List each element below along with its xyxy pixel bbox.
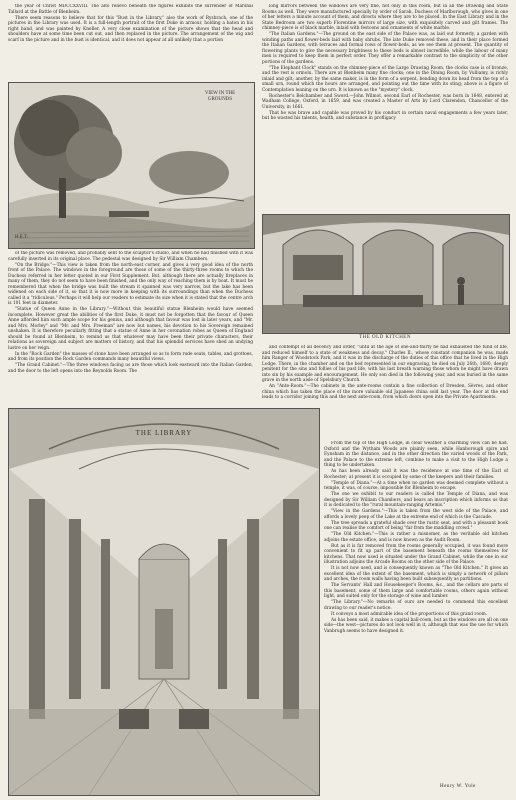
paragraph: As has been already said it was the residence at one time of the Earl of Rochester; at present it is occupied by some of the keepers and their families. <box>324 469 508 480</box>
paragraph: Rochester's Belchamber and Sword.—John Wilmot, second Earl of Rochester, was born in 1648, entered at Wadham College, Oxford, in 1659, and was created a Master of Arts by Lord Clarendon, Chancellor of the University, in 1661. <box>262 93 508 110</box>
paragraph: long mirrors between the windows are very fine, not only in this room, but in all the Drawing and State Rooms as well. They were manufactured specially by order of Sarah, Duchess of Marlborough, who gives in one of her letters a minute account of them, and directs where they are to be placed. In the East Library and in the State Bedroom are two superb Florentine mirrors of large size, with exquisitely carved and gilt frames. The chimney-piece is of black marble, inlaid with festoons and ornaments of white marble. <box>262 4 508 31</box>
paragraph: The tree spreads a grateful shade over the rustic seat, and with a pleasant book one can realise the comfort of being "far from the maddling crowd." <box>324 520 508 531</box>
garden-drawing <box>9 83 254 248</box>
article-text <box>262 345 508 401</box>
article-text <box>8 251 253 374</box>
paragraph: "On the Bridge."—This view is taken from the north-east corner, and gives a very good idea of the north front of the Palace. The windows in the foreground are those of some of the thirty-three rooms to which the Duchess referred in her letter quoted in our First Supplement. But, although there are actually fireplaces in many of them, they do not seem to have been finished, and the only way of reaching them is by boat. It must be remembered that when the bridge was built the stream it spanned was very narrow, but the lake has been widened on each side of it, so that it is now more in keeping with its surroundings than when the Duchess called it a "ridiculous." Perhaps it will help our readers to estimate its size when it is stated that the centre arch is 101 feet in diameter. <box>8 262 253 306</box>
garden-label: VIEW IN THE GROUNDS <box>204 91 236 102</box>
column-mid-left <box>8 251 253 405</box>
paragraph: "Temple of Diana."—At a time when no garden was deemed complete without a temple, it was, of course, impossible for Blenheim to escape. <box>324 480 508 491</box>
paragraph: It is not now used, and is consequently known as "The Old Kitchen." It gives an excellent idea of the extent of the basement, which is simply a network of pillars and arches, the room walls having been built subsequently as partitions. <box>324 566 508 582</box>
paragraph: of the picture was removed, and probably sent to the sculptor's studio, and when he had finished with it was carefully inserted in its original place. The pedestal was designed by Sir William Chambers. <box>8 251 253 262</box>
paragraph: From the top of the High Lodge, in clear weather a charming view can be had. Oxford and the Wytham Woods are plainly seen, while Hanborough spire and Eynsham in the distance, and in the other direction the varied woods of the Park, and the Palace to the extreme left, combine to make a visit to the High Lodge a thing to be undertaken. <box>324 441 508 468</box>
paragraph: the year of Christ MDCCXXVIII. The alto relievo beneath the figures exhibits the surrender of Marshal Tallard at the Battle of Blenheim. <box>8 4 253 15</box>
paragraph: "The Italian Gardens."—The ground on the east side of the Palace was, as laid out formerly, a garden with winding paths and flower-beds laid with baby shrubs. The late Duke removed these, and in their place formed the Italian Gardens, with terraces and formal rows of flower-beds, as we see them at present. The quantity of flowering plants to give the necessary brightness to these beds is almost incredible, while the labour of many men is required to keep them in perfect order. They offer a remarkable contrast to the simplicity of the other portions of the gardens. <box>262 32 508 65</box>
paragraph: The Servants' Hall and Housekeeper's Rooms, &c., and the cellars are parts of this basement, some of them large and comfortable rooms, others again without light, and suited only for the storage of wine and lumber. <box>324 583 508 599</box>
kitchen-caption: THE OLD KITCHEN <box>359 335 411 340</box>
paragraph: In the "Rock Garden" the masses of stone have been arranged so as to form rude seats, tables, and grottoes, and from its position the Rock Garden commands many beautiful views. <box>8 351 253 362</box>
author-signature: Henry W. Yule <box>440 784 476 789</box>
paragraph: The one we exhibit to our readers is called the Temple of Diana, and was designed by Sir William Chambers, and bears an inscription which informs us that it is dedicated to the "rural mountain-ranging Artemis." <box>324 492 508 508</box>
garden-illustration <box>8 82 255 249</box>
article-text <box>262 4 508 122</box>
article-text <box>8 4 253 43</box>
paragraph: An "Ante-Room."—The cabinets in the ante-rooms contain a fine collection of Dresden, Sèvres, and other china which has taken the place of the more valuable old Japanese china sold last year. The door at the end leads to a corridor joining this and the next ante-room, from which doors open into the Private Apartments. <box>262 384 508 400</box>
paragraph: That he was brave and capable was proved by his conduct in certain naval engagements a few years later, but he wasted his talents, health, and substance in profligacy <box>262 110 508 121</box>
kitchen-drawing <box>263 215 509 333</box>
paragraph: "The Old Kitchen."—This is rather a misnomer, as the veritable old kitchen adjoins the estate office, and is now known as the Audit Room. <box>324 532 508 543</box>
library-label: THE LIBRARY <box>135 429 193 437</box>
column-bottom-right <box>324 441 508 781</box>
library-illustration <box>8 408 320 796</box>
kitchen-illustration <box>262 214 510 334</box>
paragraph: and contempt of all decency and order, "until at the age of one-and-thirty he had exhausted the fund of life, and reduced himself to a state of weakness and decay." Charles II., whose constant companion he was, made him Ranger of Woodstock Park, and it was in the discharge of the duties of this office that he lived in the High Lodge. There, in the chamber and on the bed represented in our engraving, he died on July 26th, 1680, deeply penitent for the sins and follies of his past life, with his last breath warning those whom he might have drawn into sin by his example and encouragement. He only son died in the following year, and was buried in the same grave in the north aisle of Spelsbury Church. <box>262 345 508 383</box>
garden-initials: H.E.T. <box>15 235 29 240</box>
paragraph: "View in the Gardens."—This is taken from the west side of the Palace, and affords a lovely peep of the Lake at the extreme end of which is the Cascade. <box>324 509 508 520</box>
paragraph: "The Library."—No remarks of ours are needed to commend this excellent drawing to our reader's notice. <box>324 600 508 611</box>
paragraph: There seem reasons to believe that for this "Bust in the Library," also the work of Rysbrach, one of the pictures in the Library was used. It is a full-length portrait of the first Duke in armour, holding a baton in his right hand, and was painted by Kneller. A very close examination of the picture shows that the head and shoulders have at some time been cut out, and then replaced in the picture. The arrangement of the wig and scarf in the picture and in the bust is identical, and it does not appear at all unlikely that a portion <box>8 15 253 43</box>
paragraph: As has been said, it makes a capital ball-room, but as the windows are all on one side—the west—pictures do not look well in it, although that was the use for which Vanbrugh seems to have designed it. <box>324 617 508 634</box>
paragraph: "Statue of Queen Anne in the Library."—Without this beautiful statue Blenheim would have seemed incomplete. However great the abilities of the first Duke, it must not be forgotten that the favour of Queen Anne afforded him such ample scope for his genius, and although that favour was lost in later years, and "Mr. and Mrs. Morley" and "Mr. and Mrs. Freeman" are now but names, his devotion to his Sovereign remained unshaken. It is therefore peculiarly fitting that a statue of Anne in her coronation robes as Queen of England should be found at Blenheim, to remind us that whatever may have been their private characters, their relations as sovereign and subject are matters of history, and that his splendid services have shed an undying lustre on her reign. <box>8 307 253 351</box>
column-top-left <box>8 4 253 82</box>
paragraph: "The Elephant Clock" stands on the chimney-piece of the Large Drawing Room, the clocks case is of bronze, and the rest is ormolu. There are at Blenheim many fine clocks; one in the Dining Room, by Vulliamy, is richly inlaid and gilt; another, by the same maker, is in the form of a serpent, bending down its head from the top of a small urn, round which the hours are arranged, and pointing out the time with its sting; above is a figure of Contemplation leaning on the urn. It is known as the "mystery" clock. <box>262 65 508 93</box>
article-text <box>324 441 508 634</box>
paragraph: But as it is far removed from the rooms generally occupied, it was found more convenient to fit up part of the basement beneath the rooms themselves for kitchens. That now used is situated under the Grand Cabinet, while the one in our illustration adjoins the Arcade Rooms on the other side of the Palace. <box>324 543 508 565</box>
column-top-right <box>262 4 508 214</box>
paragraph: It conveys a most admirable idea of the proportions of this grand room. <box>331 611 488 617</box>
library-drawing <box>9 409 319 795</box>
paragraph: "The Grand Cabinet."—The three windows facing us are those which look eastward into the Italian Garden, and the door to the left opens into the Reynolds Room. The <box>8 363 253 374</box>
